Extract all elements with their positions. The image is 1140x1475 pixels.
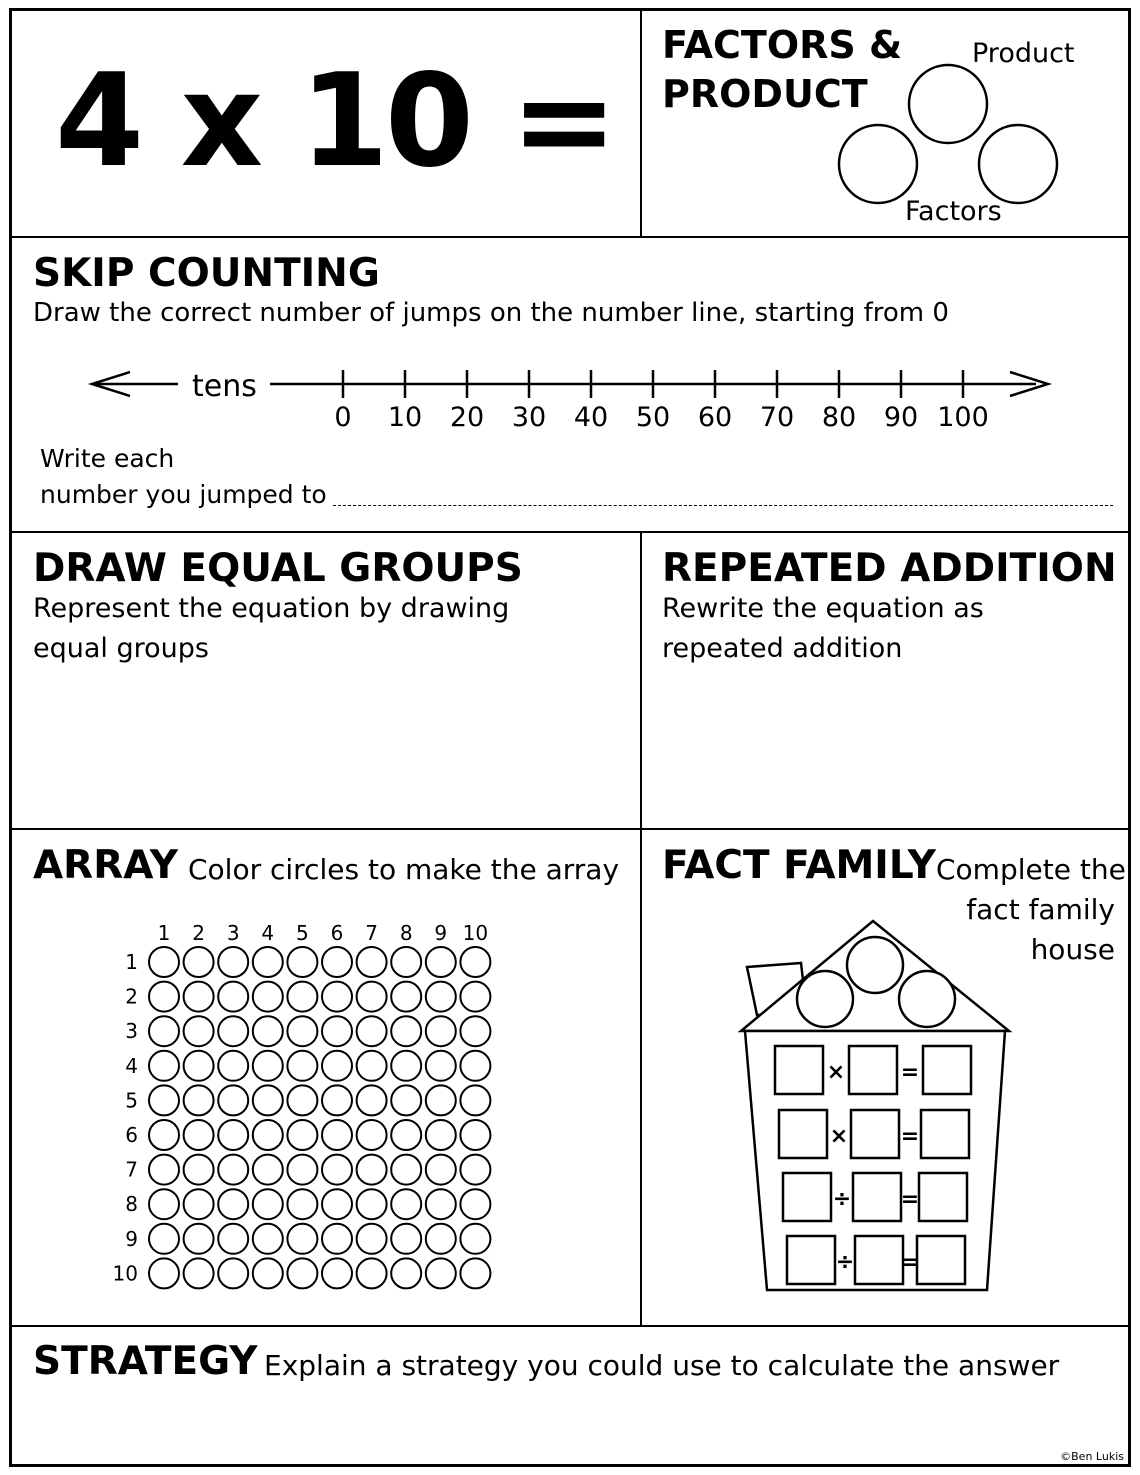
fact-family-box[interactable] [917,1236,965,1284]
fact-family-title: FACT FAMILY [662,843,936,888]
array-circle[interactable] [460,1051,490,1081]
array-circle[interactable] [218,1258,248,1288]
array-circle[interactable] [426,1189,456,1219]
array-circle[interactable] [218,1155,248,1185]
divider-strategy [9,1325,1131,1327]
array-circle[interactable] [357,1224,387,1254]
array-circle[interactable] [184,1016,214,1046]
equal-groups-instruction-line2: equal groups [33,633,209,664]
array-circle[interactable] [391,1016,421,1046]
array-circle[interactable] [287,1120,317,1150]
array-circle[interactable] [460,1189,490,1219]
array-circle[interactable] [322,1189,352,1219]
array-title: ARRAY [33,843,178,888]
array-column-label: 5 [296,921,309,945]
array-circle[interactable] [149,1120,179,1150]
number-line-tick-label: 100 [937,402,989,433]
fact-family-box[interactable] [923,1046,971,1094]
skip-counting-instruction: Draw the correct number of jumps on the number line, starting from 0 [33,298,949,328]
equation-title: 4 x 10 = [55,47,614,196]
number-line[interactable] [80,360,1070,440]
array-circle[interactable] [357,982,387,1012]
strategy-title: STRATEGY [33,1339,258,1384]
fact-family-operator: ÷ [835,1250,855,1275]
strategy-answer-area[interactable] [20,1392,1120,1452]
array-row-label: 6 [125,1123,138,1147]
array-circle[interactable] [149,1189,179,1219]
fact-family-house [735,915,1020,1300]
jumped-numbers-answer-line[interactable] [333,505,1113,506]
array-circle[interactable] [357,947,387,977]
array-circle[interactable] [149,1224,179,1254]
array-circle[interactable] [391,1258,421,1288]
array-circle[interactable] [357,1155,387,1185]
write-each-line2: number you jumped to [40,480,327,509]
array-circle[interactable] [357,1258,387,1288]
number-line-tick-label: 10 [387,402,423,433]
array-circle[interactable] [322,947,352,977]
array-circle[interactable] [218,1085,248,1115]
number-line-tick-label: 60 [697,402,733,433]
array-circle[interactable] [287,1224,317,1254]
array-circle[interactable] [253,947,283,977]
fact-family-box[interactable] [919,1173,967,1221]
array-circle[interactable] [426,1224,456,1254]
array-circle[interactable] [184,982,214,1012]
array-circle[interactable] [287,982,317,1012]
divider-middle [9,828,1131,830]
fact-family-equals: = [900,1250,920,1275]
fact-family-box[interactable] [775,1046,823,1094]
array-circle[interactable] [218,1189,248,1219]
array-row-label: 10 [112,1261,138,1286]
fact-family-instruction-line2: fact family [966,893,1115,926]
array-column-label: 2 [192,921,205,945]
array-circle[interactable] [322,1224,352,1254]
divider-skip [9,531,1131,533]
array-column-label: 10 [462,921,489,945]
repeated-addition-instruction-line2: repeated addition [662,633,903,664]
array-circle[interactable] [357,1120,387,1150]
fact-family-box[interactable] [855,1236,903,1284]
array-circle[interactable] [149,982,179,1012]
equal-groups-instruction-line1: Represent the equation by drawing [33,593,510,624]
number-line-tick-label: 20 [449,402,485,433]
fact-family-operator: × [826,1060,846,1085]
array-circle[interactable] [287,1155,317,1185]
array-column-label: 7 [365,921,378,945]
array-circle[interactable] [426,1016,456,1046]
number-line-tick-label: 30 [511,402,547,433]
array-circle[interactable] [218,947,248,977]
array-circle[interactable] [322,982,352,1012]
array-circle[interactable] [287,947,317,977]
divider-top [9,236,1131,238]
factor-circles [830,60,1070,210]
array-circle[interactable] [149,1258,179,1288]
roof-circle-top[interactable] [847,937,903,993]
fact-family-equals: = [900,1187,920,1212]
repeated-addition-answer-area[interactable] [652,672,1122,820]
array-circle[interactable] [253,982,283,1012]
factor-circle-left[interactable] [839,125,917,203]
array-circle[interactable] [149,1085,179,1115]
divider-vertical-mid [640,531,642,1327]
fact-family-operator: ÷ [832,1187,852,1212]
array-circle[interactable] [253,1258,283,1288]
number-line-tick-label: 90 [883,402,919,433]
array-circle[interactable] [391,1189,421,1219]
array-row-label: 3 [125,1019,138,1044]
array-circle[interactable] [357,1016,387,1046]
array-circle[interactable] [391,947,421,977]
factors-product-title-line2: PRODUCT [662,72,868,116]
array-circle[interactable] [322,1155,352,1185]
array-circle[interactable] [253,1189,283,1219]
array-circle[interactable] [218,1016,248,1046]
array-circle[interactable] [357,1051,387,1081]
array-column-label: 3 [226,921,240,945]
array-row-label: 8 [125,1192,138,1217]
copyright: ©Ben Lukis [1060,1450,1124,1463]
array-circle[interactable] [184,1224,214,1254]
fact-family-operator: × [829,1124,849,1149]
fact-family-equals: = [900,1060,920,1085]
array-circle[interactable] [391,1155,421,1185]
fact-family-box[interactable] [779,1110,827,1158]
array-circle[interactable] [184,1189,214,1219]
array-circle[interactable] [391,982,421,1012]
array-grid [110,912,500,1297]
array-circle[interactable] [184,1155,214,1185]
number-line-tick-label: 0 [334,402,352,433]
array-circle[interactable] [391,1120,421,1150]
array-row-label: 9 [125,1226,138,1251]
array-circle[interactable] [253,1224,283,1254]
fact-family-box[interactable] [921,1110,969,1158]
array-circle[interactable] [287,1016,317,1046]
array-circle[interactable] [287,1258,317,1288]
array-circle[interactable] [218,1224,248,1254]
array-circle[interactable] [149,1051,179,1081]
repeated-addition-instruction-line1: Rewrite the equation as [662,593,984,624]
fact-family-box[interactable] [849,1046,897,1094]
array-circle[interactable] [253,1051,283,1081]
fact-family-box[interactable] [783,1173,831,1221]
factors-label: Factors [905,196,1002,227]
array-row-label: 1 [125,950,138,974]
divider-vertical-top [640,8,642,237]
number-line-unit-label: tens [192,369,257,404]
array-column-label: 6 [330,921,344,945]
roof-circle-left[interactable] [797,971,853,1027]
array-circle[interactable] [460,1155,490,1185]
array-circle[interactable] [184,1085,214,1115]
number-line-tick-label: 70 [759,402,795,433]
number-line-tick-label: 80 [821,402,857,433]
array-circle[interactable] [460,947,490,977]
array-column-label: 8 [399,921,413,945]
array-circle[interactable] [184,947,214,977]
array-circle[interactable] [253,1016,283,1046]
factors-product-title-line1: FACTORS & [662,23,903,67]
array-row-label: 4 [125,1053,138,1078]
array-circle[interactable] [460,1120,490,1150]
fact-family-box[interactable] [853,1173,901,1221]
array-circle[interactable] [253,1120,283,1150]
equal-groups-drawing-area[interactable] [20,672,630,820]
array-circle[interactable] [391,1085,421,1115]
number-line-tick-label: 40 [573,402,609,433]
equal-groups-title: DRAW EQUAL GROUPS [33,546,523,591]
strategy-instruction: Explain a strategy you could use to calculate the answer [264,1349,1060,1382]
array-circle[interactable] [460,982,490,1012]
array-circle[interactable] [357,1189,387,1219]
array-circle[interactable] [184,1258,214,1288]
array-circle[interactable] [460,1085,490,1115]
array-circle[interactable] [322,1085,352,1115]
array-column-label: 9 [434,921,448,945]
fact-family-instruction-line3: house [1030,933,1115,966]
array-circle[interactable] [253,1085,283,1115]
array-circle[interactable] [184,1120,214,1150]
fact-family-equals: = [900,1124,920,1149]
product-circle[interactable] [909,65,987,143]
array-circle[interactable] [460,1016,490,1046]
array-circle[interactable] [426,947,456,977]
array-circle[interactable] [149,1155,179,1185]
array-row-label: 2 [125,984,138,1009]
fact-family-box[interactable] [851,1110,899,1158]
array-circle[interactable] [426,1051,456,1081]
array-instruction: Color circles to make the array [188,853,620,886]
array-circle[interactable] [253,1155,283,1185]
roof-circle-right[interactable] [899,971,955,1027]
repeated-addition-title: REPEATED ADDITION [662,546,1117,591]
skip-counting-title: SKIP COUNTING [33,251,380,296]
array-circle[interactable] [391,1224,421,1254]
array-circle[interactable] [184,1051,214,1081]
array-circle[interactable] [218,982,248,1012]
array-circle[interactable] [149,947,179,977]
array-column-label: 4 [261,921,275,945]
array-column-label: 1 [157,921,171,945]
array-circle[interactable] [357,1085,387,1115]
array-circle[interactable] [322,1016,352,1046]
array-circle[interactable] [287,1085,317,1115]
array-circle[interactable] [218,1051,248,1081]
array-circle[interactable] [287,1189,317,1219]
number-line-tick-label: 50 [635,402,671,433]
array-row-label: 5 [125,1088,138,1113]
array-circle[interactable] [391,1051,421,1081]
array-circle[interactable] [426,1155,456,1185]
array-circle[interactable] [426,1085,456,1115]
array-circle[interactable] [322,1051,352,1081]
array-circle[interactable] [426,1120,456,1150]
factor-circle-right[interactable] [979,125,1057,203]
write-each-line1: Write each [40,444,175,473]
array-circle[interactable] [426,1258,456,1288]
array-circle[interactable] [322,1120,352,1150]
array-circle[interactable] [149,1016,179,1046]
array-circle[interactable] [218,1120,248,1150]
array-circle[interactable] [460,1258,490,1288]
array-circle[interactable] [460,1224,490,1254]
fact-family-box[interactable] [787,1236,835,1284]
array-row-label: 7 [125,1157,138,1182]
product-label: Product [972,38,1075,69]
array-circle[interactable] [426,982,456,1012]
array-circle[interactable] [322,1258,352,1288]
array-circle[interactable] [287,1051,317,1081]
fact-family-instruction-line1: Complete the [936,853,1126,886]
